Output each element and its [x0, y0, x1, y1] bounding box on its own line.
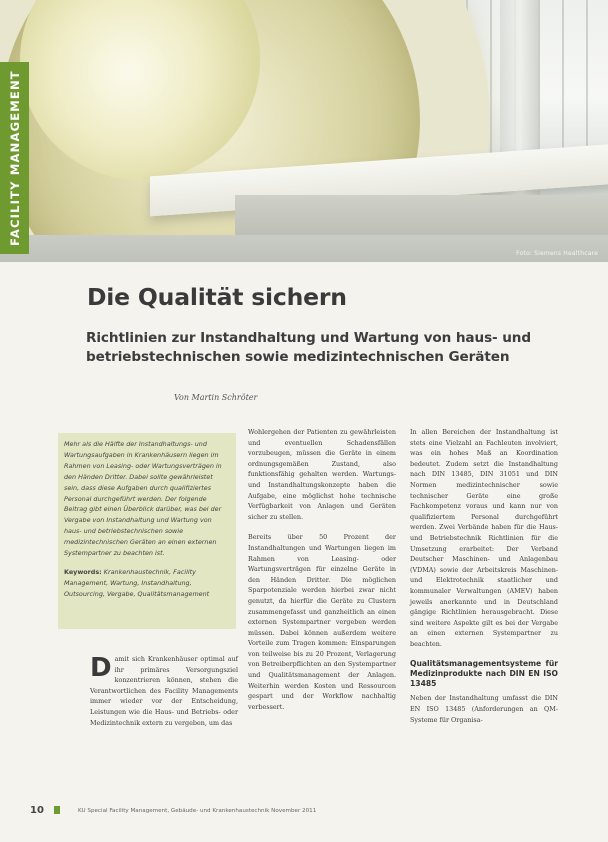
section-label: FACILITY MANAGEMENT [7, 70, 22, 246]
body-paragraph: Neben der Instandhaltung umfasst die DIN EN ISO 13485 (Anforderungen an QM-Systeme für Organisa- [410, 694, 558, 724]
header-photo [0, 0, 608, 262]
author-byline: Von Martin Schröter [174, 393, 258, 402]
page-number: 10 [30, 805, 44, 816]
section-subheading: Qualitätsmanagementsysteme für Medizinprodukte nach DIN EN ISO 13485 [410, 659, 558, 689]
body-paragraph: In allen Bereichen der Instandhaltung ist stets eine Vielzahl an Fachleuten involviert, was ein hohes Maß an Koordination bedeutet. Zudem setzt die Instandhaltung nach DIN 13485, DIN 31051 und DIN Normen medizintechnischer sowie technischer Geräte eine große Fachkompetenz voraus und kann nur von qualifiziertem Personal durchgeführt werden. Zwei Verbände haben für die Haus- und Betriebstechnik Richtlinien für die Umsetzung erarbeitet: Der Verband Deutscher Maschinen- und Anlagenbau (VDMA) sowie der Arbeitskreis Maschinen- und Elektrotechnik staatlicher und kommunaler Verwaltungen (AMEV) haben jeweils anerkannte und in Deutschland gängige Richtlinien herausgebracht. Diese sind weitere Aspekte gilt es bei der Vergabe an einen externen Systempartner zu beachten. [410, 428, 558, 648]
photo-credit: Foto: Siemens Healthcare [516, 250, 598, 257]
abstract-box [58, 433, 236, 629]
drop-cap: D [90, 653, 112, 683]
photo-floor [0, 235, 608, 262]
body-column-3 [410, 427, 558, 735]
body-column-2 [248, 427, 396, 722]
page-footer [30, 805, 570, 817]
keywords [64, 567, 229, 600]
keywords-label: Keywords: [64, 567, 102, 576]
footer-publication: KU Special Facility Management, Gebäude- und Krankenhaustechnik November 2011 [78, 808, 317, 814]
body-paragraph: amit sich Krankenhäuser optimal auf ihr primäres Versorgungsziel konzentrieren können, stehen die Verantwortlichen des Facility Managements immer wieder vor der Entscheidung, Leistungen wie die Haus- und Betriebs- oder Medizintechnik extern zu vergeben, um das [90, 655, 238, 727]
abstract-text: Mehr als die Hälfte der Instandhaltungs- und Wartungsaufgaben in Krankenhäusern liegen im Rahmen von Leasing- oder Wartungsverträgen in den Händen Dritter. Dabei sollte gewährleistet sein, dass diese Aufgaben durch qualifiziertes Personal durchgeführt werden. Der folgende Beitrag gibt einen Überblick darüber, was bei der Vergabe von Instandhaltung und Wartung von haus- und betriebstechnischen sowie medizintechnischen Geräten an einen externen Systempartner zu beachten ist. [64, 440, 222, 558]
body-column-1 [90, 654, 238, 728]
section-tab [0, 62, 29, 254]
article-title: Die Qualität sichern [87, 283, 347, 311]
body-paragraph: Bereits über 50 Prozent der Instandhaltungen und Wartungen liegen im Rahmen von Leasing- oder Wartungsverträgen für einzelne Geräte in den Händen Dritter. Die möglichen Sparpotenziale werden hierbei zwar nicht genutzt, da hierfür die Geräte zu Clustern zusammengefasst und ganzheitlich an einen externen Systempartner vergeben werden müssen. Dabei können außerdem weitere Vorteile zum Tragen kommen: Einsparungen von teilweise bis zu 20 Prozent, Verlagerung von Betreiberpflichten an den Systempartner und Qualitätsmanagement der Anlagen. Weiterhin werden Kosten und Ressourcen gespart und der Workflow nachhaltig verbessert. [248, 533, 396, 711]
body-paragraph: Wohlergehen der Patienten zu gewährleisten und eventuellen Schadensfällen vorzubeugen, müssen die Geräte in einem ordnungsgemäßen Zustand, also funktionsfähig gehalten werden. Wartungs- und Instandhaltungskonzepte haben die Aufgabe, eine möglichst hohe technische Verfügbarkeit von Anlagen und Geräten sicher zu stellen. [248, 428, 396, 521]
article-subtitle: Richtlinien zur Instandhaltung und Wartung von haus- und betriebstechnischen sowie medizintechnischen Geräten [86, 330, 532, 365]
footer-accent-mark [54, 806, 60, 814]
keywords-list: Krankenhaustechnik, Facility Management, Wartung, Instandhaltung, Outsourcing, Vergabe, Qualitätsmanagement [64, 567, 210, 598]
